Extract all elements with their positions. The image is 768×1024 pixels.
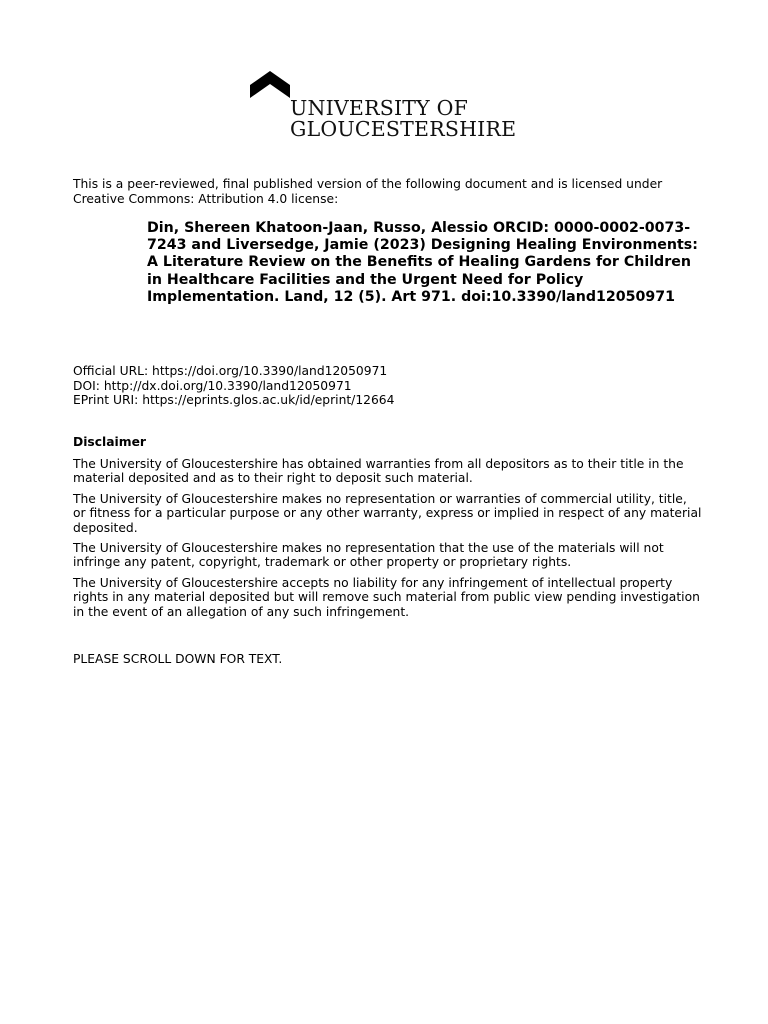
disclaimer-paragraph: The University of Gloucestershire accepts no liability for any infringement of intellectual property rights in any material deposited but will remove such material from public view pending investigation in the event of an allegation of any such infringement. — [73, 575, 700, 619]
chevron-roof-icon — [250, 71, 290, 99]
logo-text-line2: GLOUCESTERSHIRE — [290, 117, 517, 141]
disclaimer-paragraph: The University of Gloucestershire makes no representation or warranties of commercial utility, title, or fitness for a particular purpose or any other warranty, express or implied in respect of any material deposited. — [73, 491, 702, 535]
scroll-note: PLEASE SCROLL DOWN FOR TEXT. — [73, 652, 283, 666]
disclaimer-body — [73, 457, 703, 625]
university-logo — [250, 71, 540, 141]
disclaimer-heading: Disclaimer — [73, 435, 146, 449]
logo-text-line1: UNIVERSITY OF — [290, 96, 469, 120]
license-intro: This is a peer-reviewed, final published version of the following document and is licensed under Creative Commons: Attribution 4.0 license: — [73, 177, 663, 206]
eprint-uri[interactable]: EPrint URI: https://eprints.glos.ac.uk/id/eprint/12664 — [73, 393, 395, 408]
official-url[interactable]: Official URL: https://doi.org/10.3390/land12050971 — [73, 364, 388, 378]
url-block — [73, 364, 703, 408]
disclaimer-paragraph: The University of Gloucestershire makes no representation that the use of the materials will not infringe any patent, copyright, trademark or other property or proprietary rights. — [73, 541, 664, 570]
doi-url[interactable]: DOI: http://dx.doi.org/10.3390/land12050971 — [73, 378, 352, 393]
citation: Din, Shereen Khatoon-Jaan, Russo, Alessio ORCID: 0000-0002-0073-7243 and Liversedge, Jamie (2023) Designing Healing Environments: A Literature Review on the Benefits of Healing Gardens for Children in Healthcare Facilities and the Urgent Need for Policy Implementation. Land, 12 (5). Art 971. doi:10.3390/land12050971 — [147, 220, 698, 305]
disclaimer-paragraph: The University of Gloucestershire has obtained warranties from all depositors as to their title in the material deposited and as to their right to deposit such material. — [73, 457, 684, 486]
